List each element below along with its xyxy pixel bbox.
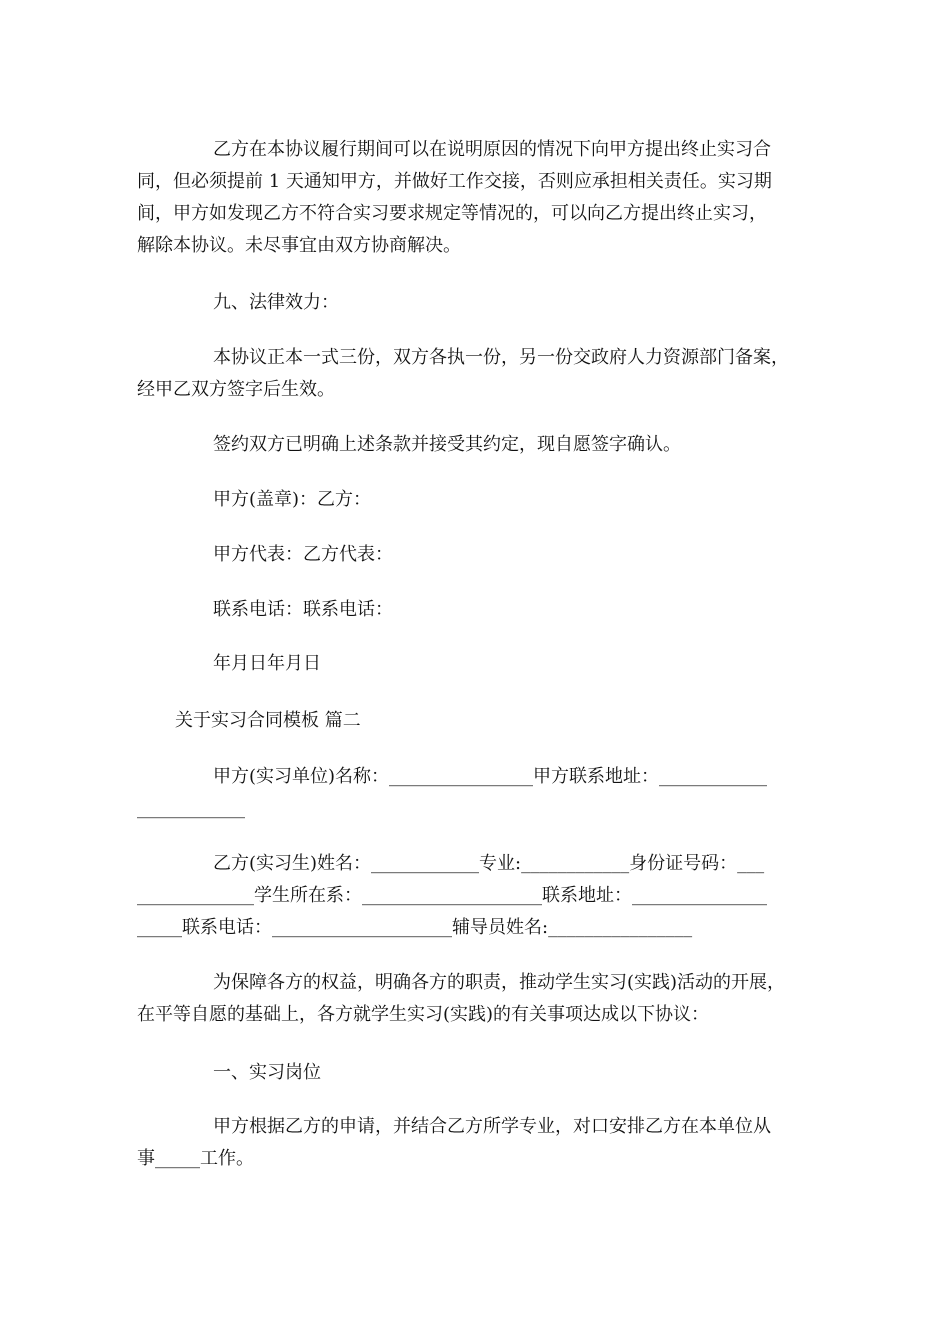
internship-post-paragraph bbox=[137, 1111, 827, 1175]
signature-party-line: 甲方(盖章)：乙方： bbox=[213, 489, 372, 510]
legal-effect-paragraph bbox=[137, 342, 827, 406]
party-b-info bbox=[137, 848, 827, 944]
part-2-title: 关于实习合同模板 篇二 bbox=[175, 710, 361, 731]
text-line: 间，甲方如发现乙方不符合实习要求规定等情况的，可以向乙方提出终止实习， bbox=[137, 203, 767, 224]
party-a-info bbox=[137, 761, 827, 825]
signature-phone-line: 联系电话：联系电话： bbox=[213, 599, 393, 620]
section-9-heading: 九、法律效力： bbox=[213, 292, 339, 313]
confirmation-text: 签约双方已明确上述条款并接受其约定，现自愿签字确认。 bbox=[213, 434, 681, 455]
section-1-heading: 一、实习岗位 bbox=[213, 1062, 321, 1083]
text-line: 为保障各方的权益，明确各方的职责，推动学生实习(实践)活动的开展， bbox=[213, 972, 786, 993]
text-line: 甲方根据乙方的申请，并结合乙方所学专业，对口安排乙方在本单位从 bbox=[213, 1116, 771, 1137]
text-line: 解除本协议。未尽事宜由双方协商解决。 bbox=[137, 235, 461, 256]
text-line: _____联系电话：____________________辅导员姓名:________________ bbox=[137, 917, 693, 938]
purpose-paragraph bbox=[137, 967, 827, 1031]
text-line: _____________学生所在系：____________________联系地址：_______________ bbox=[137, 885, 767, 906]
termination-paragraph bbox=[137, 134, 827, 262]
signature-date-line: 年月日年月日 bbox=[213, 653, 321, 674]
text-line: 在平等自愿的基础上，各方就学生实习(实践)的有关事项达成以下协议： bbox=[137, 1004, 710, 1025]
text-line: ____________ bbox=[137, 798, 245, 819]
text-line: 甲方(实习单位)名称：________________甲方联系地址：____________ bbox=[213, 766, 768, 787]
text-line: 同，但必须提前 1 天通知甲方，并做好工作交接，否则应承担相关责任。实习期 bbox=[137, 171, 772, 192]
text-line: 事_____工作。 bbox=[137, 1148, 254, 1169]
text-line: 经甲乙双方签字后生效。 bbox=[137, 379, 335, 400]
text-line: 乙方(实习生)姓名：____________专业:____________身份证号码：___ bbox=[213, 853, 765, 874]
text-line: 乙方在本协议履行期间可以在说明原因的情况下向甲方提出终止实习合 bbox=[213, 139, 771, 160]
signature-representative-line: 甲方代表：乙方代表： bbox=[213, 544, 393, 565]
text-line: 本协议正本一式三份，双方各执一份，另一份交政府人力资源部门备案， bbox=[213, 347, 789, 368]
